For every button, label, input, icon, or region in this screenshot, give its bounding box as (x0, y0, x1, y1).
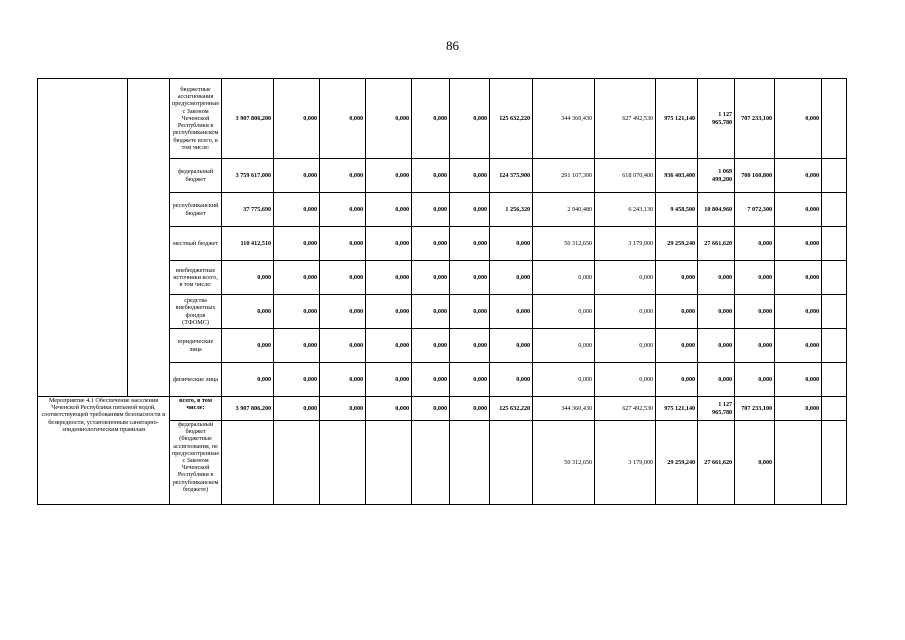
value-cell (822, 227, 847, 261)
value-cell: 707 233,100 (735, 79, 775, 159)
value-cell: 0,000 (698, 363, 735, 397)
value-cell (320, 421, 366, 505)
value-cell: 0,000 (320, 227, 366, 261)
value-cell (822, 363, 847, 397)
value-cell: 344 360,430 (533, 79, 595, 159)
value-cell: 6 243,130 (595, 193, 656, 227)
value-cell: 0,000 (775, 261, 822, 295)
value-cell: 700 160,800 (735, 159, 775, 193)
value-cell: 50 312,650 (533, 421, 595, 505)
value-cell: 7 072,300 (735, 193, 775, 227)
value-cell: 0,000 (366, 261, 412, 295)
value-cell: 0,000 (775, 193, 822, 227)
value-cell (450, 421, 490, 505)
value-cell: 0,000 (222, 295, 274, 329)
value-cell: 0,000 (656, 295, 698, 329)
value-cell: 50 312,650 (533, 227, 595, 261)
value-cell (412, 421, 450, 505)
value-cell: 0,000 (533, 329, 595, 363)
value-cell: 0,000 (775, 295, 822, 329)
value-cell: 0,000 (366, 79, 412, 159)
value-cell (822, 329, 847, 363)
value-cell: 29 259,240 (656, 227, 698, 261)
value-cell: 0,000 (366, 363, 412, 397)
value-cell: 0,000 (595, 363, 656, 397)
value-cell: 0,000 (450, 295, 490, 329)
value-cell: 3 179,000 (595, 421, 656, 505)
value-cell: 0,000 (412, 329, 450, 363)
value-cell: 0,000 (450, 363, 490, 397)
measure-name-cell (38, 79, 128, 397)
value-cell: 0,000 (412, 295, 450, 329)
value-cell: 0,000 (320, 79, 366, 159)
value-cell (822, 79, 847, 159)
value-cell: 0,000 (412, 261, 450, 295)
funding-source-label: местный бюджет (170, 227, 222, 261)
value-cell: 618 070,400 (595, 159, 656, 193)
value-cell: 0,000 (366, 159, 412, 193)
value-cell: 0,000 (274, 227, 320, 261)
budget-table (37, 78, 847, 505)
value-cell: 0,000 (274, 79, 320, 159)
value-cell: 0,000 (450, 261, 490, 295)
value-cell: 0,000 (412, 397, 450, 421)
value-cell: 0,000 (698, 261, 735, 295)
value-cell (366, 421, 412, 505)
funding-source-label: федеральный бюджет (170, 159, 222, 193)
table-row (38, 79, 847, 159)
funding-source-label: средства внебюджетных фондов (ТФОМС) (170, 295, 222, 329)
value-cell: 1 256,320 (490, 193, 533, 227)
value-cell: 0,000 (412, 159, 450, 193)
value-cell: 0,000 (320, 329, 366, 363)
value-cell (775, 421, 822, 505)
value-cell: 0,000 (366, 227, 412, 261)
value-cell: 3 759 617,000 (222, 159, 274, 193)
value-cell: 0,000 (735, 261, 775, 295)
value-cell: 0,000 (320, 397, 366, 421)
value-cell: 0,000 (366, 295, 412, 329)
value-cell: 0,000 (274, 397, 320, 421)
value-cell: 0,000 (320, 295, 366, 329)
value-cell: 10 804,960 (698, 193, 735, 227)
funding-source-label: юридические лица (170, 329, 222, 363)
value-cell: 0,000 (735, 227, 775, 261)
value-cell: 0,000 (595, 329, 656, 363)
value-cell: 0,000 (320, 363, 366, 397)
funding-source-label: внебюджетные источники всего, в том числе: (170, 261, 222, 295)
value-cell (822, 261, 847, 295)
value-cell: 0,000 (533, 295, 595, 329)
value-cell: 0,000 (735, 329, 775, 363)
value-cell: 0,000 (656, 261, 698, 295)
value-cell: 0,000 (366, 193, 412, 227)
value-cell: 0,000 (490, 363, 533, 397)
value-cell: 975 121,140 (656, 79, 698, 159)
value-cell: 0,000 (274, 295, 320, 329)
value-cell: 0,000 (274, 159, 320, 193)
value-cell (822, 159, 847, 193)
value-cell: 0,000 (412, 79, 450, 159)
page-number: 86 (446, 38, 459, 53)
value-cell: 0,000 (412, 227, 450, 261)
value-cell (490, 421, 533, 505)
value-cell: 0,000 (595, 295, 656, 329)
value-cell: 0,000 (274, 363, 320, 397)
value-cell: 0,000 (698, 329, 735, 363)
value-cell: 0,000 (775, 79, 822, 159)
value-cell: 0,000 (450, 193, 490, 227)
value-cell: 0,000 (775, 227, 822, 261)
value-cell: 0,000 (775, 159, 822, 193)
value-cell: 707 233,100 (735, 397, 775, 421)
value-cell: 0,000 (366, 397, 412, 421)
value-cell (222, 421, 274, 505)
value-cell: 0,000 (735, 295, 775, 329)
value-cell: 936 403,400 (656, 159, 698, 193)
value-cell: 0,000 (222, 363, 274, 397)
value-cell: 0,000 (533, 261, 595, 295)
value-cell: 3 179,000 (595, 227, 656, 261)
value-cell: 0,000 (450, 227, 490, 261)
value-cell: 37 775,690 (222, 193, 274, 227)
value-cell: 125 632,220 (490, 79, 533, 159)
value-cell: 2 940,480 (533, 193, 595, 227)
value-cell: 3 907 806,200 (222, 397, 274, 421)
value-cell: 1 127 965,780 (698, 79, 735, 159)
value-cell: 0,000 (698, 295, 735, 329)
value-cell: 0,000 (490, 227, 533, 261)
value-cell: 344 360,430 (533, 397, 595, 421)
value-cell: 0,000 (222, 261, 274, 295)
value-cell: 0,000 (735, 421, 775, 505)
value-cell: 0,000 (450, 159, 490, 193)
value-cell (274, 421, 320, 505)
funding-source-label: бюджетные ассигнования предусмотренные с Законом Чеченской Республики в республиканском бюджете всего, в том числе: (170, 79, 222, 159)
value-cell: 0,000 (320, 159, 366, 193)
value-cell: 0,000 (450, 329, 490, 363)
value-cell: 0,000 (775, 397, 822, 421)
value-cell: 0,000 (490, 295, 533, 329)
value-cell: 0,000 (533, 363, 595, 397)
value-cell: 29 259,240 (656, 421, 698, 505)
funding-source-label: всего, в том числе: (170, 397, 222, 421)
value-cell: 627 492,530 (595, 79, 656, 159)
value-cell: 291 107,300 (533, 159, 595, 193)
executor-cell (128, 79, 170, 397)
value-cell: 0,000 (222, 329, 274, 363)
measure-title: Мероприятие 4.1 Обеспечение населения Чеченской Республики питьевой водой, соответствующей требованиям безопасности и безвредности, установленным санитарно-эпидемиологическим правилам (38, 397, 170, 505)
value-cell: 0,000 (274, 193, 320, 227)
value-cell: 3 907 806,200 (222, 79, 274, 159)
value-cell: 9 458,500 (656, 193, 698, 227)
funding-source-label: физические лица (170, 363, 222, 397)
value-cell: 110 412,510 (222, 227, 274, 261)
value-cell (822, 397, 847, 421)
value-cell: 0,000 (775, 329, 822, 363)
value-cell: 1 127 965,780 (698, 397, 735, 421)
value-cell: 0,000 (274, 261, 320, 295)
value-cell: 125 632,220 (490, 397, 533, 421)
value-cell: 0,000 (412, 193, 450, 227)
value-cell: 0,000 (366, 329, 412, 363)
value-cell (822, 193, 847, 227)
table-row (38, 397, 847, 421)
value-cell: 0,000 (490, 261, 533, 295)
value-cell: 0,000 (274, 329, 320, 363)
value-cell: 124 375,900 (490, 159, 533, 193)
funding-source-label: республиканский бюджет (170, 193, 222, 227)
value-cell: 0,000 (595, 261, 656, 295)
value-cell: 975 121,140 (656, 397, 698, 421)
funding-source-label: федеральный бюджет (бюджетные ассигнования, не предусмотренные с Законом Чеченской Республики в республиканском бюджете) (170, 421, 222, 505)
value-cell: 0,000 (735, 363, 775, 397)
value-cell: 0,000 (775, 363, 822, 397)
value-cell (822, 421, 847, 505)
value-cell: 27 661,620 (698, 421, 735, 505)
value-cell: 27 661,620 (698, 227, 735, 261)
value-cell: 0,000 (656, 329, 698, 363)
value-cell: 0,000 (490, 329, 533, 363)
value-cell: 1 069 499,200 (698, 159, 735, 193)
value-cell: 0,000 (320, 261, 366, 295)
value-cell: 0,000 (656, 363, 698, 397)
value-cell: 0,000 (320, 193, 366, 227)
value-cell: 0,000 (450, 79, 490, 159)
value-cell: 627 492,530 (595, 397, 656, 421)
value-cell (822, 295, 847, 329)
value-cell: 0,000 (412, 363, 450, 397)
value-cell: 0,000 (450, 397, 490, 421)
